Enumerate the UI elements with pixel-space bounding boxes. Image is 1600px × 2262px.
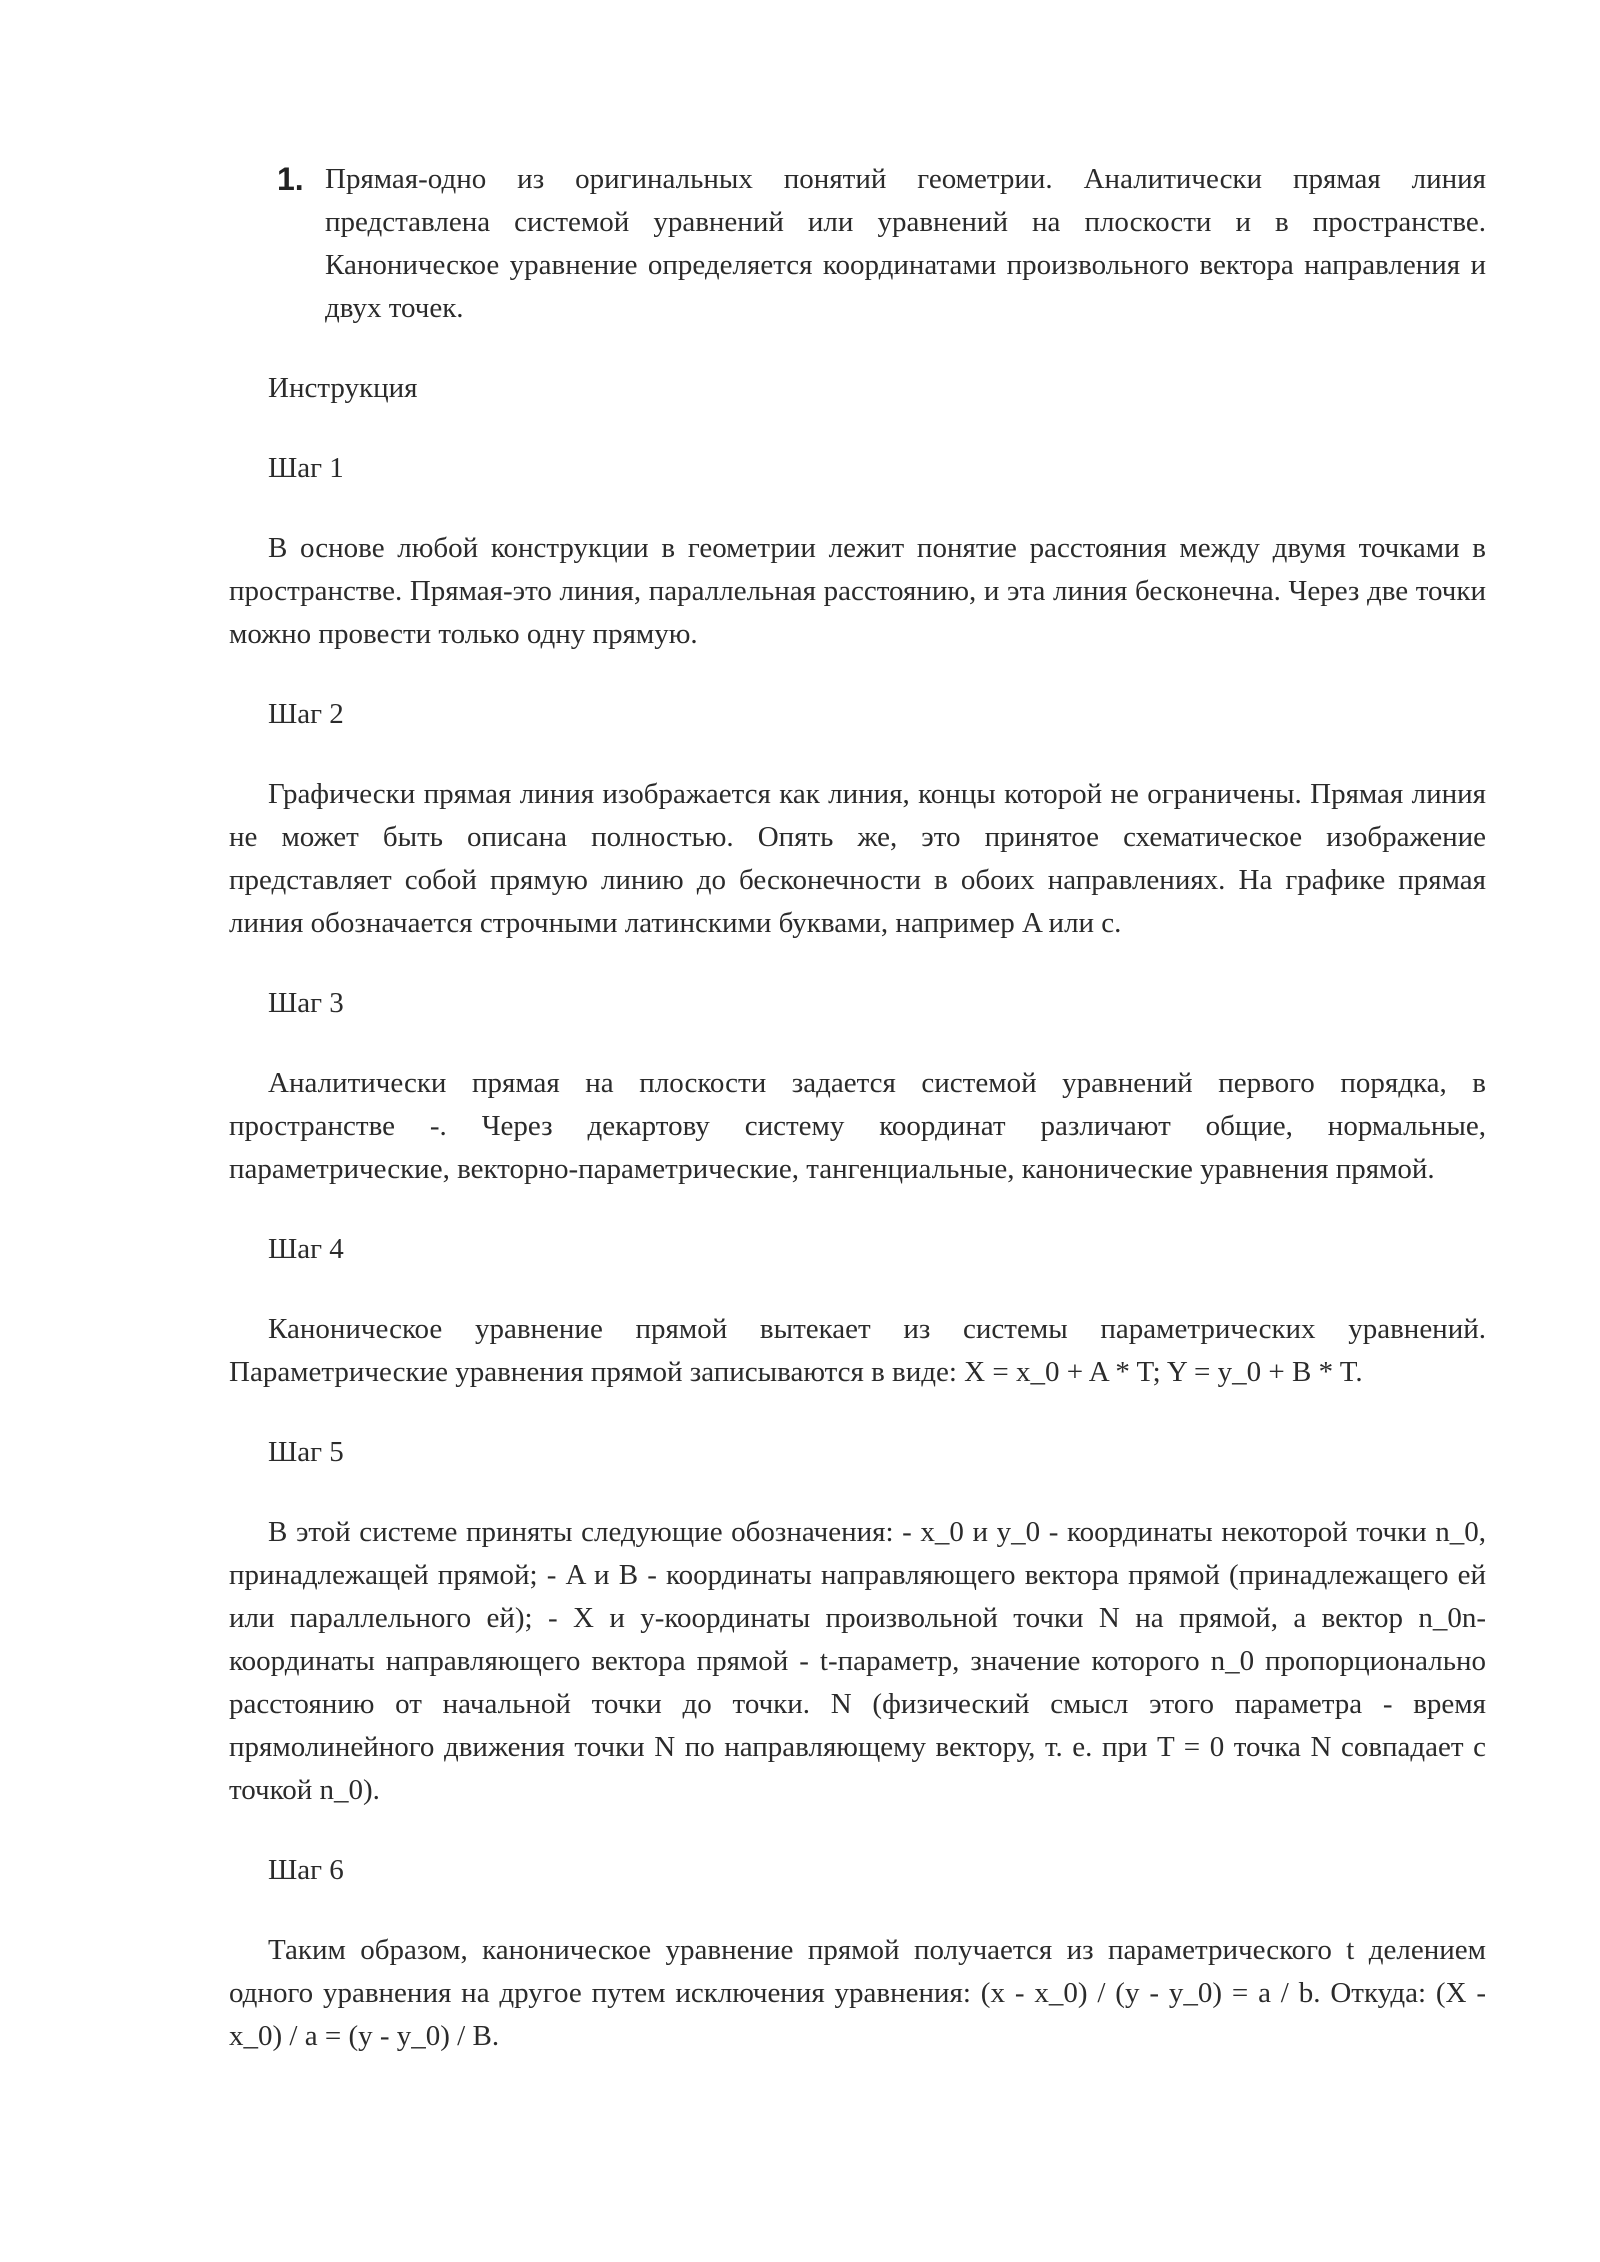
step-3-text: Аналитически прямая на плоскости задается системой уравнений первого порядка, в пространстве -. Через декартову систему координат различают общие, нормальные, параметрические, векторно-параметрические, тангенциальные, канонические уравнения прямой. — [229, 1067, 1486, 1185]
document-page — [229, 158, 1486, 2058]
list-number: 1. — [277, 161, 304, 197]
step-1-text: В основе любой конструкции в геометрии лежит понятие расстояния между двумя точками в пространстве. Прямая-это линия, параллельная расстоянию, и эта линия бесконечна. Через две точки можно провести только одну прямую. — [229, 532, 1486, 650]
numbered-list-item — [277, 158, 1486, 330]
step-5-text: В этой системе приняты следующие обозначения: - x_0 и y_0 - координаты некоторой точки n_0, принадлежащей прямой; - A и B - координаты направляющего вектора прямой (принадлежащего ей или параллельного ей); - X и y-координаты произвольной точки N на прямой, а вектор n_0n-координаты направляющего вектора прямой - t-параметр, значение которого n_0 пропорционально расстоянию от начальной точки до точки. N (физический смысл этого параметра - время прямолинейного движения точки N по направляющему вектору, т. е. при T = 0 точка N совпадает с точкой n_0). — [229, 1516, 1486, 1806]
step-2-title: Шаг 2 — [268, 698, 344, 730]
step-2-text: Графически прямая линия изображается как линия, концы которой не ограничены. Прямая линия не может быть описана полностью. Опять же, это принятое схематическое изображение представляет собой прямую линию до бесконечности в обоих направлениях. На графике прямая линия обозначается строчными латинскими буквами, например A или c. — [229, 778, 1486, 939]
step-4-text: Каноническое уравнение прямой вытекает из системы параметрических уравнений. Параметрические уравнения прямой записываются в виде: X = x_0 + A * T; Y = y_0 + B * T. — [229, 1313, 1486, 1388]
step-1-title: Шаг 1 — [268, 452, 344, 484]
step-4-title: Шаг 4 — [268, 1233, 344, 1265]
list-item-text: Прямая-одно из оригинальных понятий геометрии. Аналитически прямая линия представлена системой уравнений или уравнений на плоскости и в пространстве. Каноническое уравнение определяется координатами произвольного вектора направления и двух точек. — [325, 163, 1486, 324]
step-3-title: Шаг 3 — [268, 987, 344, 1019]
step-5-title: Шаг 5 — [268, 1436, 344, 1468]
step-6-text: Таким образом, каноническое уравнение прямой получается из параметрического t делением одного уравнения на другое путем исключения уравнения: (x - x_0) / (y - y_0) = a / b. Откуда: (X - x_0) / a = (y - y_0) / B. — [229, 1934, 1486, 2052]
instruction-heading: Инструкция — [268, 372, 418, 404]
step-6-title: Шаг 6 — [268, 1854, 344, 1886]
